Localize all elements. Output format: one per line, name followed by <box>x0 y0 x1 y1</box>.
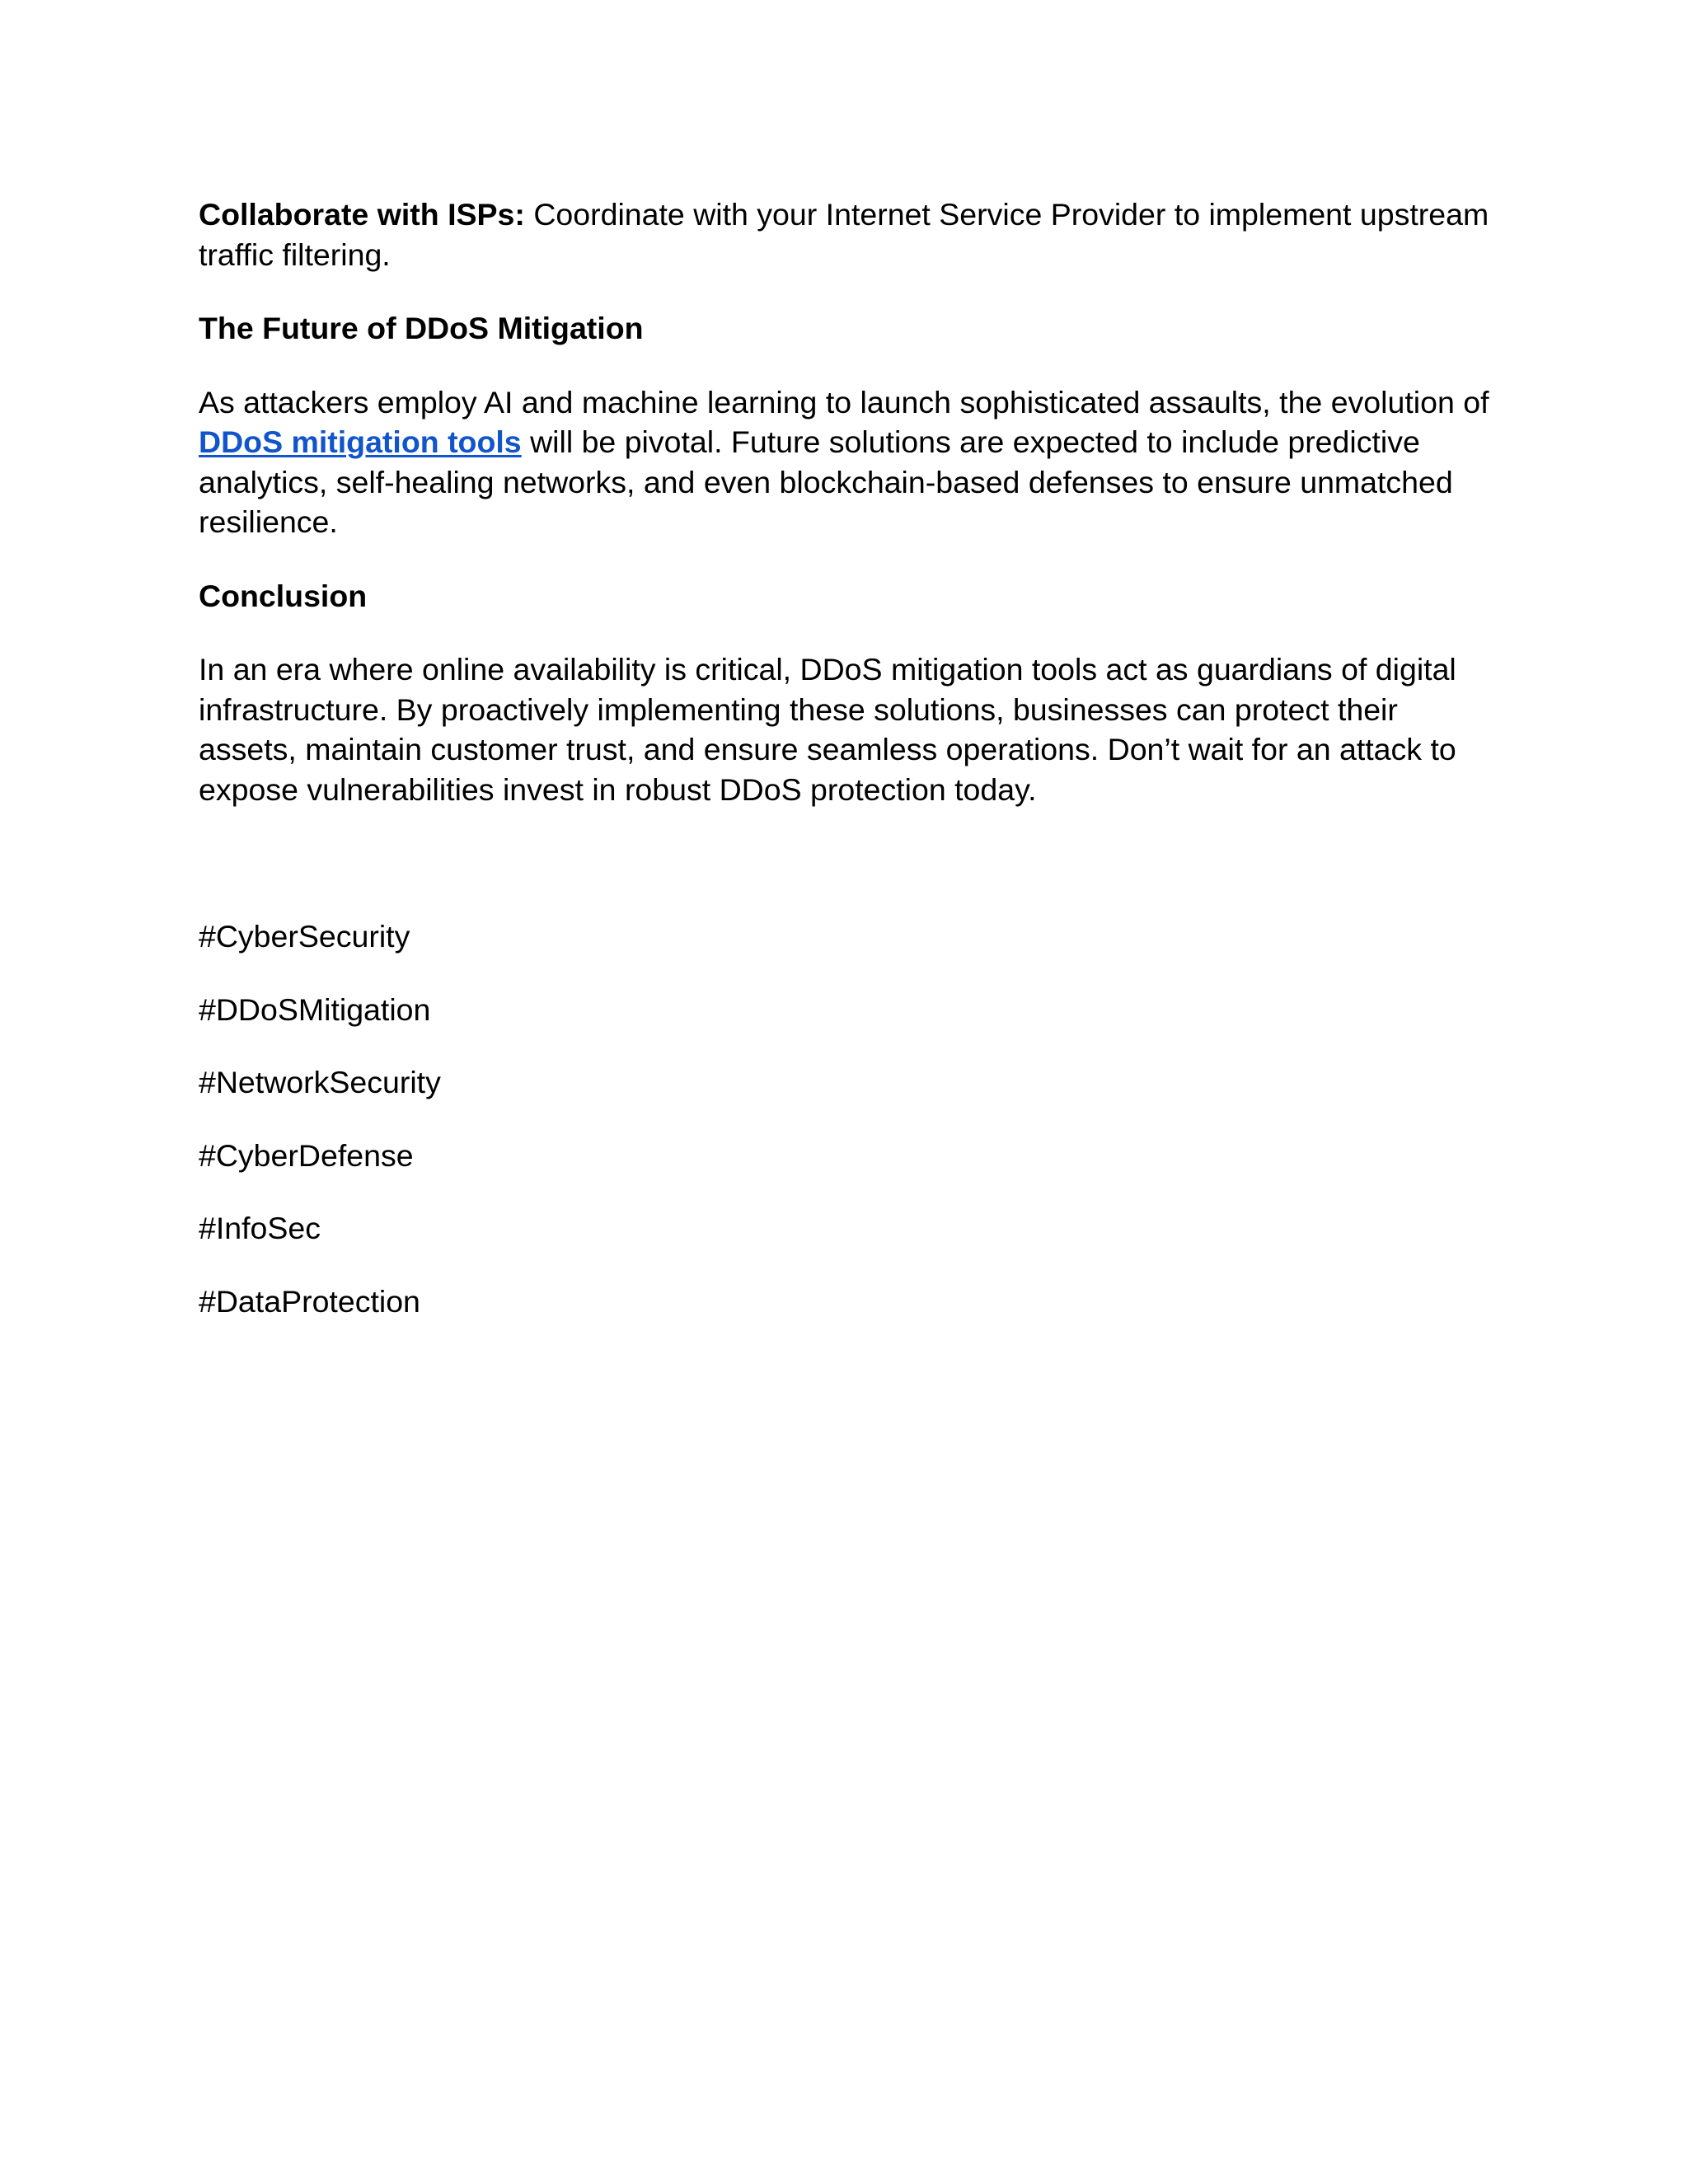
section-spacer <box>199 843 1493 916</box>
future-text-before-link: As attackers employ AI and machine learning to launch sophisticated assaults, the evolution of <box>199 384 1489 419</box>
ddos-mitigation-tools-link[interactable]: DDoS mitigation tools <box>199 424 522 459</box>
future-text-after-link: will be pivotal. Future solutions are expected to include predictive analytics, self-healing networks, and even blockchain-based defenses to ensure unmatched resilience. <box>199 424 1453 539</box>
isp-paragraph <box>199 194 1493 274</box>
hashtag-item: #InfoSec <box>199 1211 321 1245</box>
isp-description: Coordinate with your Internet Service Provider to implement upstream traffic filtering. <box>199 197 1489 272</box>
hashtag-item: #DataProtection <box>199 1283 420 1319</box>
hashtag-item: #NetworkSecurity <box>199 1065 441 1099</box>
hashtag-list <box>199 916 1493 1321</box>
hashtag-item: #DDoSMitigation <box>199 991 431 1027</box>
hashtag-item: #CyberSecurity <box>199 919 410 954</box>
conclusion-heading: Conclusion <box>199 578 368 613</box>
isp-lead-label: Collaborate with ISPs: <box>199 197 525 232</box>
conclusion-paragraph: In an era where online availability is critical, DDoS mitigation tools act as guardians of digital infrastructure. By proactively implementing these solutions, businesses can protect their assets, maintain customer trust, and ensure seamless operations. Don’t wait for an attack to expose vulnerabilities invest in robust DDoS protection today. <box>199 652 1456 807</box>
document-page <box>199 194 1493 1354</box>
future-heading: The Future of DDoS Mitigation <box>199 311 644 345</box>
future-paragraph <box>199 382 1493 542</box>
hashtag-item: #CyberDefense <box>199 1137 414 1173</box>
